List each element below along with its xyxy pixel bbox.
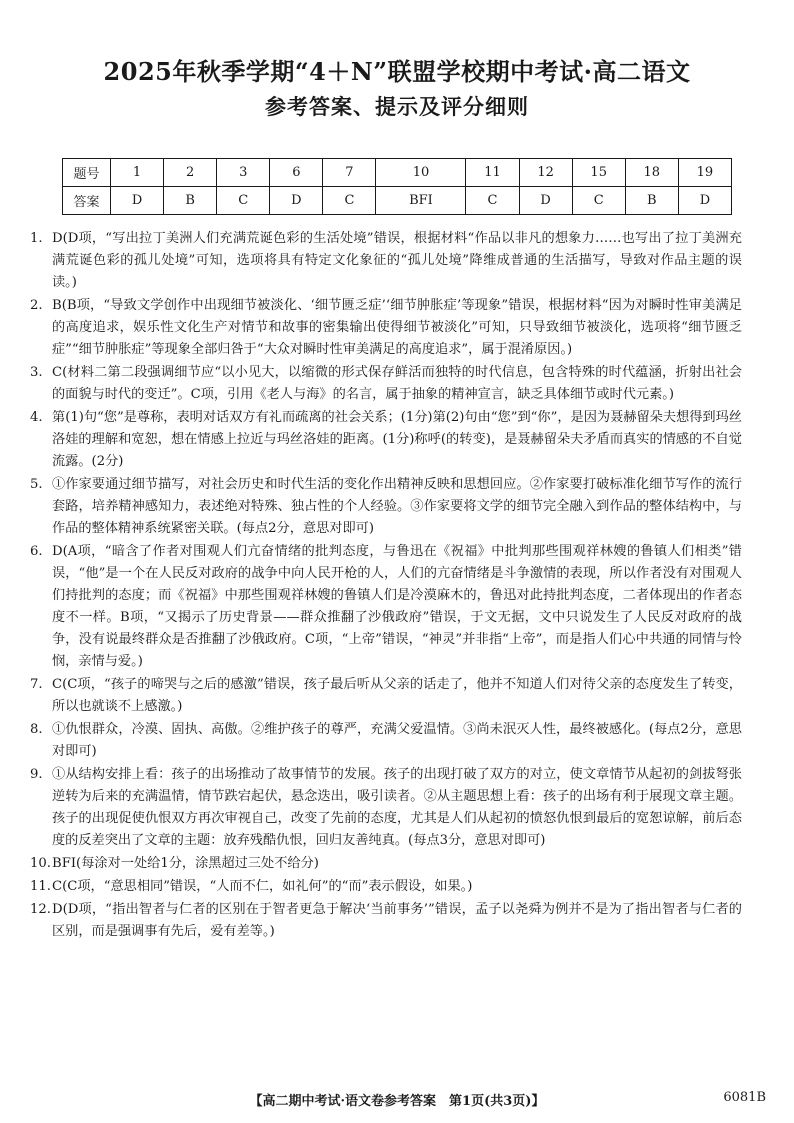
item-number: 10. (30, 856, 51, 871)
document-title: 2025年秋季学期“4＋N”联盟学校期中考试·高二语文 (103, 57, 691, 86)
item-number: 11. (30, 879, 51, 894)
item-text: ①作家要通过细节描写，对社会历史和时代生活的变化作出精神反映和思想回应。②作家要打破标准化细节写作的流行套路，培养精神感知力，表述绝对特殊、独占性的个人经验。③作家要将文学的细节完全融入到作品的整体结构中，与作品的整体精神系统紧密关联。(每点2分，意思对即可) (52, 477, 742, 536)
table-row-label: 题号 (63, 159, 111, 187)
question-number: 15 (572, 159, 625, 187)
item-number: 4. (30, 410, 43, 425)
answer-cell: B (625, 187, 678, 215)
explanation-item-2 (30, 295, 742, 361)
question-number: 7 (323, 159, 376, 187)
explanation-item-12 (30, 899, 742, 943)
document-subtitle: 参考答案、提示及评分细则 (265, 94, 529, 119)
item-text: D(D项，“指出智者与仁者的区别在于智者更急于解决‘当前事务’”错误，孟子以尧舜为例并不是为了指出智者与仁者的区别，而是强调事有先后，爱有差等。) (52, 902, 742, 939)
answer-cell: C (217, 187, 270, 215)
answer-cell: C (572, 187, 625, 215)
answer-cell: D (678, 187, 731, 215)
answer-cell: C (323, 187, 376, 215)
answer-cell: C (466, 187, 519, 215)
item-number: 7. (30, 677, 43, 692)
answer-table-number-row (63, 159, 732, 187)
item-number: 5. (30, 477, 43, 492)
question-number: 12 (519, 159, 572, 187)
question-number: 1 (111, 159, 164, 187)
answer-cell: D (270, 187, 323, 215)
answer-cell: D (111, 187, 164, 215)
item-text: C(C项，“孩子的啼哭与之后的感激”错误，孩子最后听从父亲的话走了，他并不知道人们对待父亲的态度发生了转变，所以也就谈不上感激。) (52, 677, 742, 714)
explanation-item-5 (30, 474, 742, 540)
item-text: C(C项，“意思相同”错误，“人而不仁，如礼何”的“而”表示假设，如果。) (52, 879, 473, 894)
item-number: 6. (30, 544, 43, 559)
page-footer: 【高二期中考试·语文卷参考答案 第1页(共3页)】 (249, 1094, 545, 1109)
question-number: 10 (376, 159, 466, 187)
explanation-item-6 (30, 541, 742, 673)
item-number: 8. (30, 722, 43, 737)
question-number: 19 (678, 159, 731, 187)
table-row-label: 答案 (63, 187, 111, 215)
explanation-item-1 (30, 228, 742, 294)
answer-cell: B (164, 187, 217, 215)
item-text: B(B项，“导致文学创作中出现细节被淡化、‘细节匮乏症’‘细节肿胀症’等现象”错误，根据材料“因为对瞬时性审美满足的高度追求，娱乐性文化生产对情节和故事的密集输出使得细节被淡化”可知，只导致细节被淡化，选项将“细节匮乏症”“细节肿胀症”等现象全部归咎于“大众对瞬时性审美满足的高度追求”，属于混淆原因。) (52, 298, 742, 357)
paper-code: 6081B (723, 1090, 766, 1105)
item-number: 12. (30, 902, 51, 917)
answer-table-answer-row (63, 187, 732, 215)
explanation-item-9 (30, 764, 742, 852)
item-number: 3. (30, 365, 43, 380)
item-number: 9. (30, 767, 43, 782)
answer-table (62, 158, 732, 215)
question-number: 2 (164, 159, 217, 187)
answer-cell: D (519, 187, 572, 215)
item-text: D(A项，“暗含了作者对围观人们亢奋情绪的批判态度，与鲁迅在《祝福》中批判那些围观祥林嫂的鲁镇人们相类”错误，“他”是一个在人民反对政府的战争中向人民开枪的人，人们的亢奋情绪是斗争激情的表现，所以作者没有对围观人们持批判的态度；而《祝福》中那些围观祥林嫂的鲁镇人们是冷漠麻木的，鲁迅对此持批判态度，二者体现出的作者态度不一样。B项，“又揭示了历史背景——群众推翻了沙俄政府”错误，于文无据，文中只说发生了人民反对政府的战争，没有说最终群众是否推翻了沙俄政府。C项，“上帝”错误，“神灵”并非指“上帝”，而是指人们心中共通的同情与怜悯，亲情与爱。) (52, 544, 742, 669)
item-number: 2. (30, 298, 43, 313)
item-text: ①从结构安排上看：孩子的出场推动了故事情节的发展。孩子的出现打破了双方的对立，使文章情节从起初的剑拔弩张逆转为后来的充满温情，情节跌宕起伏，悬念迭出，吸引读者。②从主题思想上看：孩子的出场有利于展现文章主题。孩子的出现促使仇恨双方再次审视自己，改变了先前的态度，尤其是人们从起初的愤怒仇恨到最后的宽恕谅解，前后态度的反差突出了文章的主题：放弃残酷仇恨，回归友善纯真。(每点3分，意思对即可) (52, 767, 742, 848)
item-text: D(D项，“写出拉丁美洲人们充满荒诞色彩的生活处境”错误，根据材料“作品以非凡的想象力……也写出了拉丁美洲充满荒诞色彩的孤儿处境”可知，选项将具有特定文化象征的“孤儿处境”降维成普通的生活描写，导致对作品主题的误读。) (52, 231, 742, 290)
item-text: BFI(每涂对一处给1分，涂黑超过三处不给分) (52, 856, 319, 871)
item-text: 第(1)句“您”是尊称，表明对话双方有礼而疏离的社会关系；(1分)第(2)句由“您”到“你”，是因为聂赫留朵夫想得到玛丝洛娃的理解和宽恕，想在情感上拉近与玛丝洛娃的距离。(1分)称呼(的转变)，是聂赫留朵夫矛盾而真实的情感的不自觉流露。(2分) (52, 410, 742, 469)
question-number: 6 (270, 159, 323, 187)
question-number: 18 (625, 159, 678, 187)
explanation-item-3 (30, 362, 742, 406)
explanation-item-4 (30, 407, 742, 473)
item-text: C(材料二第二段强调细节应“以小见大，以缩微的形式保存鲜活而独特的时代信息，包含特殊的时代蕴涵，折射出社会的面貌与时代的变迁”。C项，引用《老人与海》的名言，属于抽象的精神宣言，缺乏具体细节或时代元素。) (52, 365, 742, 402)
explanation-item-7 (30, 674, 742, 718)
explanation-item-10 (30, 853, 742, 875)
answer-explanations (30, 228, 742, 943)
answer-cell: BFI (376, 187, 466, 215)
explanation-item-8 (30, 719, 742, 763)
question-number: 3 (217, 159, 270, 187)
explanation-item-11 (30, 876, 742, 898)
question-number: 11 (466, 159, 519, 187)
item-text: ①仇恨群众，冷漠、固执、高傲。②维护孩子的尊严，充满父爱温情。③尚未泯灭人性，最终被感化。(每点2分，意思对即可) (52, 722, 742, 759)
item-number: 1. (30, 231, 43, 246)
